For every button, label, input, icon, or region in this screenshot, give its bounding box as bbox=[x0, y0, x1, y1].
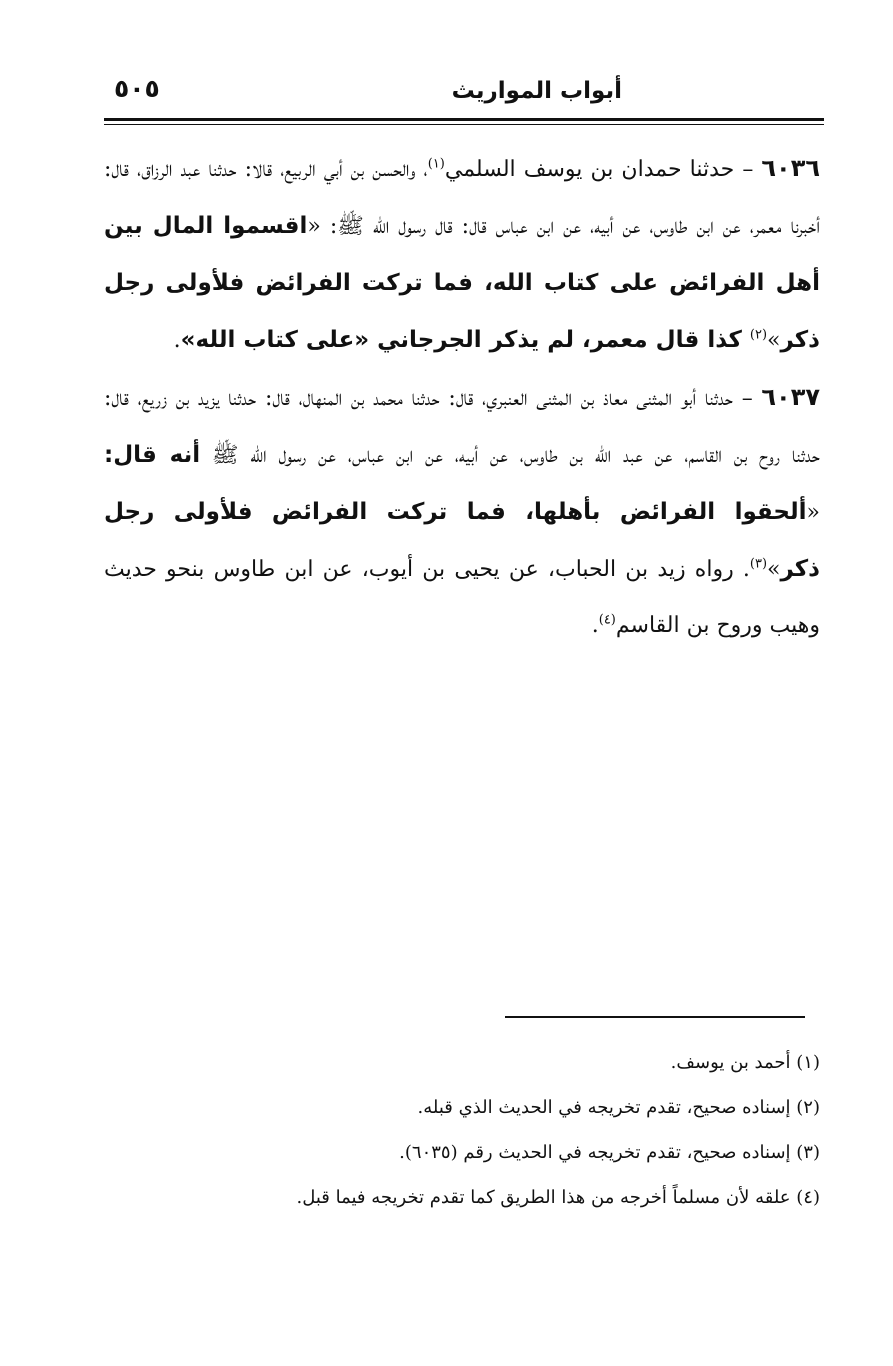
header-rule bbox=[104, 118, 824, 121]
page-header bbox=[104, 70, 824, 116]
hadith-matn: ألحقوا الفرائض بأهلها، فما تركت الفرائض فلأولى رجل ذكر bbox=[104, 499, 820, 582]
hadith-intro: أنه قال: bbox=[104, 442, 201, 468]
hadith-text: حدثنا حمدان بن يوسف السلمي bbox=[444, 157, 735, 182]
main-text bbox=[104, 140, 820, 654]
footnote-ref: (١) bbox=[427, 156, 445, 172]
hadith-text: حدثنا أبو المثنى معاذ بن المثنى العنبري، قال: حدثنا محمد بن المنهال، قال: حدثنا يزيد بن زريع، قال: حدثنا روح بن القاسم، عن عبد الله بن طاوس، عن أبيه، عن ابن عباس، عن رسول الله ﷺ bbox=[104, 386, 820, 468]
hadith-text: . رواه زيد بن الحباب، عن يحيى بن أيوب، عن ابن طاوس بنحو حديث وهيب وروح بن القاسم bbox=[104, 557, 820, 638]
hadith-matn: اقسموا المال بين أهل الفرائض على كتاب الله، فما تركت الفرائض فلأولى رجل ذكر bbox=[104, 213, 820, 353]
footnote-ref: (٤) bbox=[598, 612, 616, 628]
hadith-number: ٦٠٣٦ bbox=[761, 154, 820, 182]
running-title: أبواب المواريث bbox=[451, 78, 622, 104]
header-rule-thin bbox=[104, 124, 824, 125]
footnote-ref: (٢) bbox=[749, 327, 768, 343]
hadith-6036: ٦٠٣٦ – حدثنا حمدان بن يوسف السلمي$^{(١)}$، والحسن بن أبي الربيع، قالا: حدثنا عبد الرزاق، قال: أخبرنا معمر، عن ابن طاوس، عن أبيه، عن ابن عباس قال: قال رسول الله ﷺ: «اقسموا المال بين أهل الفرائض على كتاب الله، فما تركت الفرائض فلأولى رجل ذكر»$^{(٢)}$ كذا قال معمر، لم يذكر الجرجاني «على كتاب الله». bbox=[104, 154, 820, 353]
footnote: (١) أحمد بن يوسف. bbox=[670, 1052, 820, 1073]
footnotes bbox=[104, 1040, 820, 1220]
hadith-comment: كذا قال معمر، لم يذكر الجرجاني «على كتاب الله» bbox=[180, 327, 750, 353]
footnote-separator bbox=[505, 1016, 805, 1018]
footnote-ref: (٣) bbox=[749, 556, 768, 572]
hadith-number: ٦٠٣٧ bbox=[761, 383, 820, 411]
hadith-text: ، والحسن بن أبي الربيع، قالا: حدثنا عبد الرزاق، قال: أخبرنا معمر، عن ابن طاوس، عن أبيه، عن ابن عباس قال: قال رسول الله ﷺ: « bbox=[104, 157, 820, 239]
footnote: (٢) إسناده صحيح، تقدم تخريجه في الحديث الذي قبله. bbox=[417, 1097, 820, 1118]
footnote: (٤) علقه لأن مسلماً أخرجه من هذا الطريق كما تقدم تخريجه فيما قبل. bbox=[296, 1187, 820, 1208]
hadith-6037: ٦٠٣٧ – حدثنا أبو المثنى معاذ بن المثنى العنبري، قال: حدثنا محمد بن المنهال، قال: حدثنا يزيد بن زريع، قال: حدثنا روح بن القاسم، عن عبد الله بن طاوس، عن أبيه، عن ابن عباس، عن رسول الله ﷺ أنه قال: «ألحقوا الفرائض بأهلها، فما تركت الفرائض فلأولى رجل ذكر»$^{(٣)}$. رواه زيد بن الحباب، عن يحيى بن أيوب، عن ابن طاوس بنحو حديث وهيب وروح بن القاسم$^{(٤)}$. bbox=[104, 383, 820, 638]
footnote: (٣) إسناده صحيح، تقدم تخريجه في الحديث رقم (٦٠٣٥). bbox=[399, 1142, 820, 1163]
page-number: ٥٠٥ bbox=[114, 74, 160, 103]
